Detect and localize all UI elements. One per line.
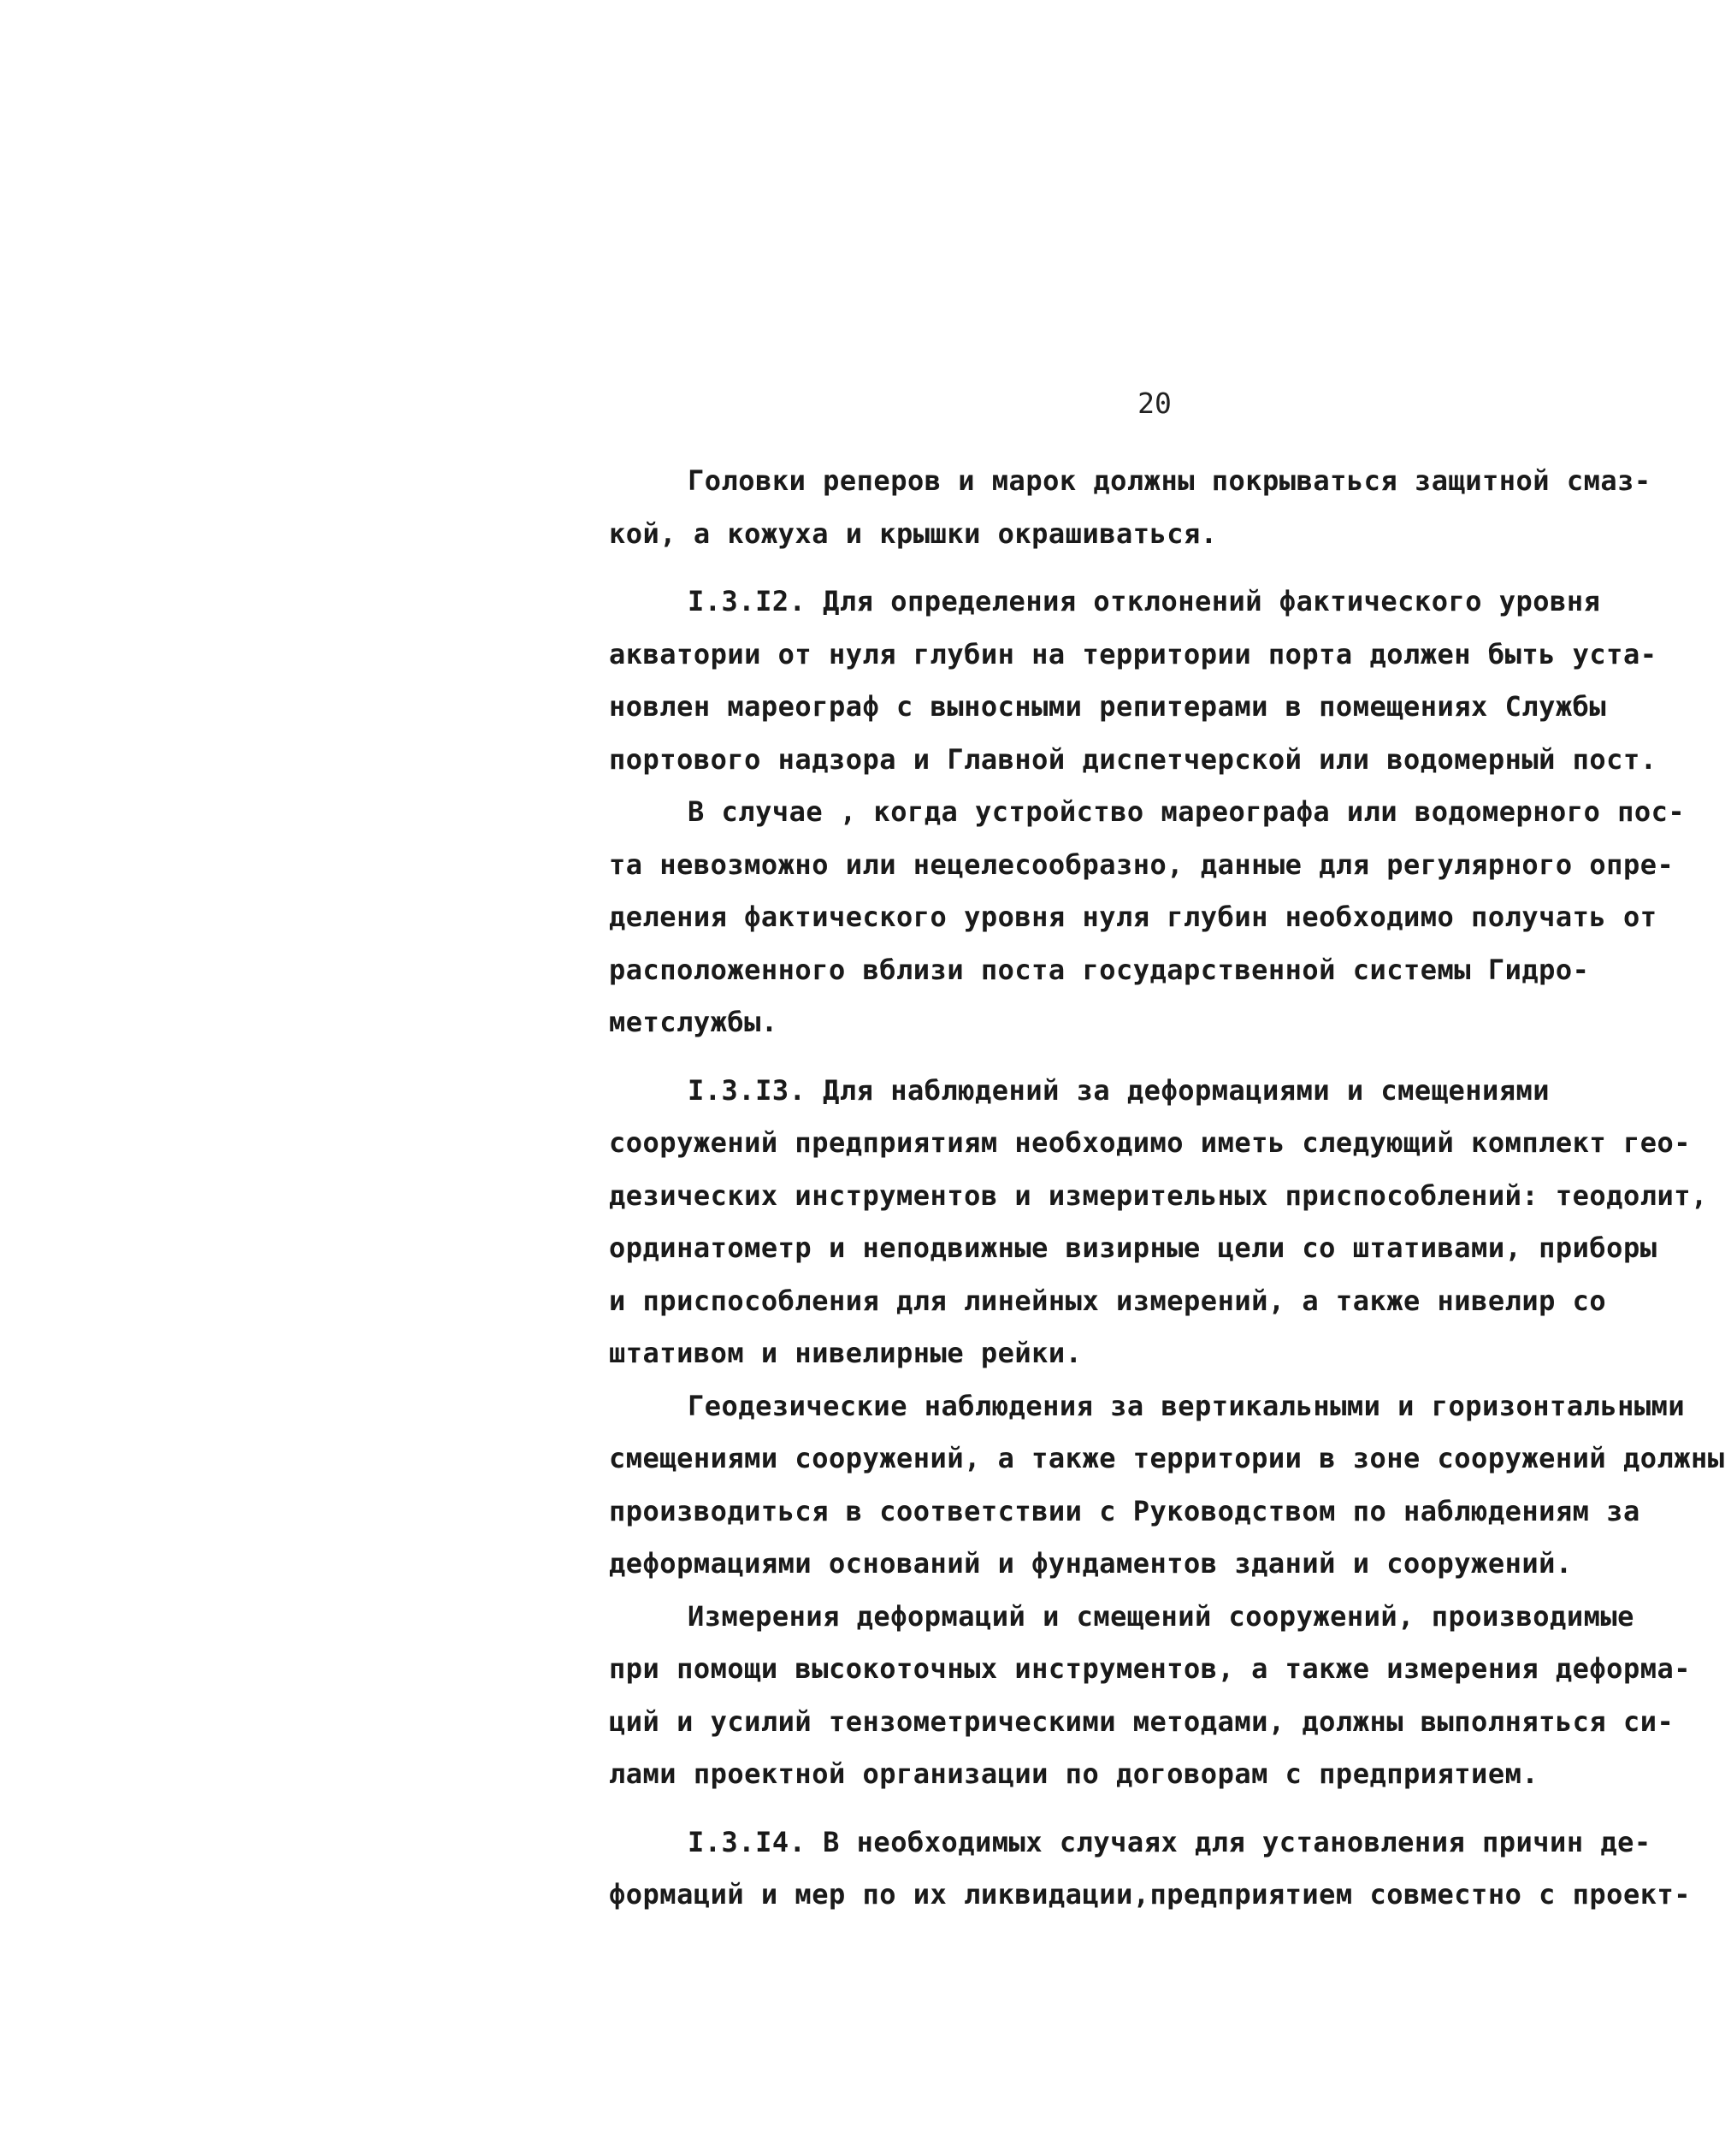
text-line: формаций и мер по их ликвидации,предприятием совместно с проект- [609, 1878, 1691, 1911]
text-line: лами проектной организации по договорам с предприятием. [609, 1757, 1539, 1790]
text-line: производиться в соответствии с Руководством по наблюдениям за [609, 1494, 1640, 1527]
paragraph [609, 1380, 1725, 1591]
text-line: деления фактического уровня нуля глубин необходимо получать от [609, 901, 1657, 933]
text-line: та невозможно или нецелесообразно, данные для регулярного опре- [609, 848, 1675, 881]
paragraph [609, 786, 1712, 1049]
text-line: дезических инструментов и измерительных приспособлений: теодолит, [609, 1178, 1708, 1212]
text-line: смещениями сооружений, а также территории в зоне сооружений должны [609, 1442, 1725, 1474]
paragraph [609, 455, 1712, 560]
text-line: штативом и нивелирные рейки. [609, 1337, 1083, 1369]
text-line: I.3.I2. Для определения отклонений фактического уровня [688, 585, 1601, 617]
text-line: акватории от нуля глубин на территории порта должен быть уста- [609, 637, 1657, 670]
body-text [609, 455, 1725, 1922]
paragraph [609, 1591, 1712, 1801]
paragraph [609, 576, 1712, 786]
text-line: ординатометр и неподвижные визирные цели со штативами, приборы [609, 1232, 1657, 1264]
text-line: новлен мареограф с выносными репитерами в помещениях Службы [609, 690, 1607, 723]
text-line: портового надзора и Главной диспетчерской или водомерный пост. [609, 742, 1657, 776]
text-line: Головки реперов и марок должны покрываться защитной смаз- [688, 464, 1651, 497]
text-line: деформациями оснований и фундаментов зданий и сооружений. [609, 1547, 1573, 1580]
text-line: Измерения деформаций и смещений сооружений, производимые [688, 1599, 1634, 1633]
text-line: при помощи высокоточных инструментов, а также измерения деформа- [609, 1652, 1691, 1685]
text-line: расположенного вблизи поста государственной системы Гидро- [609, 953, 1590, 986]
text-line: и приспособления для линейных измерений, а также нивелир со [609, 1284, 1607, 1317]
paragraph [609, 1816, 1712, 1922]
text-line: I.3.I3. Для наблюдений за деформациями и смещениями [688, 1073, 1551, 1107]
text-line: Геодезические наблюдения за вертикальными и горизонтальными [688, 1389, 1686, 1422]
text-line: кой, а кожуха и крышки окрашиваться. [609, 517, 1218, 550]
text-line: В случае , когда устройство мареографа или водомерного пос- [688, 795, 1686, 828]
text-line: I.3.I4. В необходимых случаях для установления причин де- [688, 1825, 1651, 1858]
paragraph [609, 1065, 1712, 1380]
text-line: сооружений предприятиям необходимо иметь следующий комплект гео- [609, 1126, 1691, 1159]
text-line: метслужбы. [609, 1006, 778, 1038]
text-line: ций и усилий тензометрическими методами, должны выполняться си- [609, 1704, 1675, 1738]
page-number: 20 [1137, 387, 1172, 420]
